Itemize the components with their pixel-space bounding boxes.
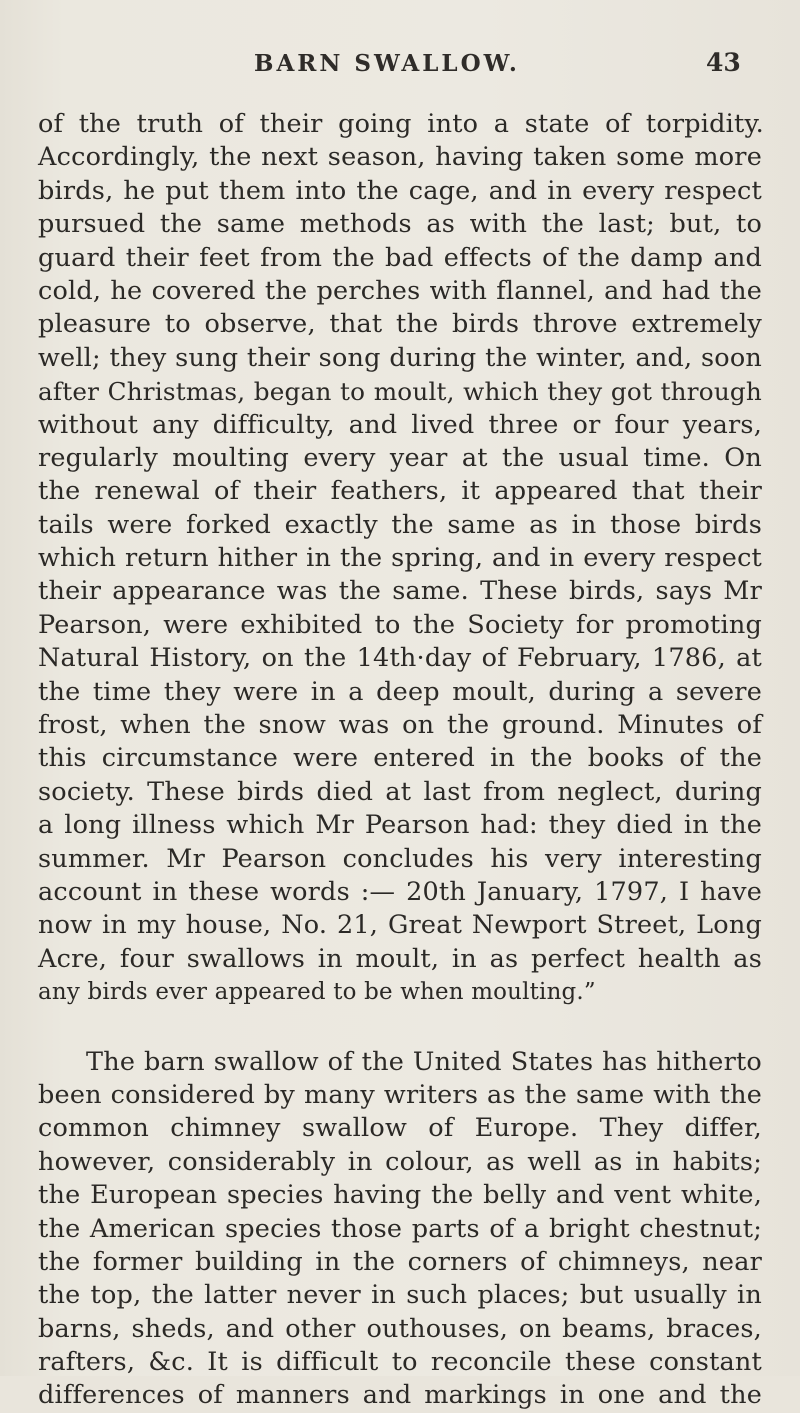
- text-line: society. These birds died at last from neglect, during: [38, 776, 762, 807]
- text-line: the American species those parts of a bright chestnut;: [38, 1213, 762, 1244]
- text-line: regularly moulting every year at the usual time. On: [38, 442, 762, 473]
- text-line: Acre, four swallows in moult, in as perfect health as: [38, 943, 762, 974]
- text-line: The barn swallow of the United States has hitherto: [86, 1046, 762, 1077]
- text-line: account in these words :— 20th January, 1797, I have: [38, 876, 762, 907]
- text-line: after Christmas, began to moult, which they got through: [38, 377, 762, 407]
- text-line: the top, the latter never in such places; but usually in: [38, 1280, 762, 1311]
- text-line: the renewal of their feathers, it appeared that their: [38, 476, 762, 507]
- text-line: the time they were in a deep moult, during a severe: [38, 676, 762, 707]
- text-line: been considered by many writers as the same with the: [38, 1079, 762, 1110]
- text-line: now in my house, No. 21, Great Newport Street, Long: [38, 910, 762, 941]
- text-line: summer. Mr Pearson concludes his very interesting: [38, 843, 762, 874]
- text-line: frost, when the snow was on the ground. Minutes of: [38, 710, 762, 741]
- page-number: 43: [706, 48, 741, 77]
- text-line: pursued the same methods as with the last; but, to: [38, 209, 762, 240]
- text-line: however, considerably in colour, as well as in habits;: [38, 1146, 762, 1177]
- text-line: common chimney swallow of Europe. They differ,: [38, 1113, 762, 1144]
- text-line: without any difficulty, and lived three or four years,: [38, 409, 762, 440]
- text-line: a long illness which Mr Pearson had: they died in the: [38, 810, 762, 841]
- paragraph-gap: [0, 1010, 800, 1046]
- text-line: tails were forked exactly the same as in those birds: [38, 509, 762, 540]
- text-line: this circumstance were entered in the books of the: [38, 743, 762, 774]
- text-line: differences of manners and markings in one and the: [38, 1380, 762, 1411]
- text-line: well; they sung their song during the winter, and, soon: [38, 342, 762, 373]
- text-line: the former building in the corners of chimneys, near: [38, 1246, 762, 1277]
- text-line: pleasure to observe, that the birds throve extremely: [38, 309, 762, 340]
- text-line: rafters, &c. It is difficult to reconcile these constant: [38, 1347, 762, 1378]
- text-line: cold, he covered the perches with flannel, and had the: [38, 275, 762, 306]
- text-line: guard their feet from the bad effects of the damp and: [38, 242, 762, 273]
- text-line: Pearson, were exhibited to the Society for promoting: [38, 609, 762, 640]
- text-line: Accordingly, the next season, having taken some more: [38, 142, 762, 173]
- text-line: their appearance was the same. These birds, says Mr: [38, 576, 762, 607]
- text-line-last: any birds ever appeared to be when moulting.”: [38, 979, 596, 1006]
- body-text: [0, 108, 800, 1413]
- text-line: barns, sheds, and other outhouses, on beams, braces,: [38, 1313, 762, 1344]
- running-head: [0, 44, 800, 84]
- paragraph-2: [0, 1046, 800, 1413]
- paragraph-1: [0, 108, 800, 1010]
- text-line: the European species having the belly and vent white,: [38, 1180, 762, 1211]
- text-line: Natural History, on the 14th·day of February, 1786, at: [38, 643, 762, 674]
- text-line: of the truth of their going into a state of torpidity.: [38, 109, 764, 139]
- running-title: BARN SWALLOW.: [254, 50, 520, 77]
- text-line: birds, he put them into the cage, and in every respect: [38, 175, 762, 206]
- text-line: which return hither in the spring, and in every respect: [38, 543, 762, 574]
